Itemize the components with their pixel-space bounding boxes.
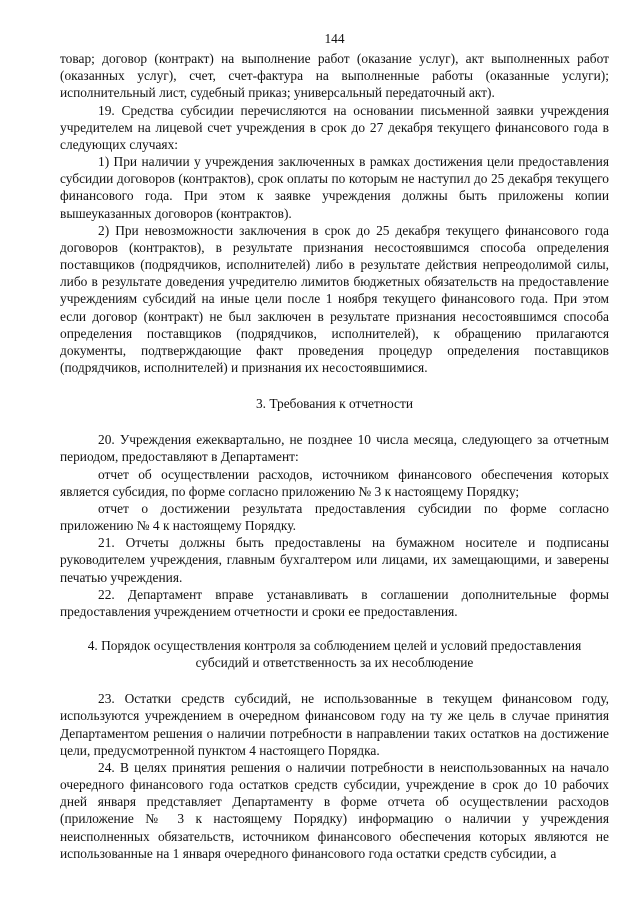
paragraph: 21. Отчеты должны быть предоставлены на бумажном носителе и подписаны руководителем учреждения, главным бухгалтером или лицами, их замещающими, и заверены печатью учреждения. [60,535,609,585]
page-number: 144 [324,31,345,46]
paragraph: товар; договор (контракт) на выполнение работ (оказание услуг), акт выполненных работ (оказанных услуг), счет, счет-фактура на выполненные работы (оказанные услуги); исполнительный лист, судебный приказ; универсальный передаточный акт). [60,51,609,101]
section-heading: 3. Требования к отчетности [255,396,414,412]
paragraph: 19. Средства субсидии перечисляются на основании письменной заявки учреждения учредителем на лицевой счет учреждения в срок до 27 декабря текущего финансового года в следующих случаях: [60,102,609,152]
section-spacer [60,620,609,637]
paragraph: 22. Департамент вправе устанавливать в соглашении дополнительные формы предоставления учреждением отчетности и сроки ее предоставления. [60,586,609,619]
paragraph: отчет об осуществлении расходов, источником финансового обеспечения которых является субсидия, по форме согласно приложению № 3 к настоящему Порядку; [60,466,609,499]
paragraph: 23. Остатки средств субсидий, не использованные в текущем финансовом году, используются учреждением в очередном финансовом году на ту же цель в случае принятия Департаментом решения о наличии потребности в направлении таких остатков на достижение цели, предусмотренной пунктом 4 настоящего Порядка. [60,691,609,758]
section-spacer [60,412,609,431]
paragraph: 1) При наличии у учреждения заключенных в рамках достижения цели предоставления субсидии договоров (контрактов), срок оплаты по которым не наступил до 25 декабря текущего финансового года. При этом к заявке учреждения должны быть приложены копии вышеуказанных договоров (контрактов). [60,154,609,221]
paragraph: 24. В целях принятия решения о наличии потребности в неиспользованных на начало очередного финансового года остатков средств субсидии, учреждение в срок до 10 рабочих дней января представляет Департаменту в форме отчета об осуществлении расходов (приложение № 3 к настоящему Порядку) информацию о наличии у учреждения неисполненных обязательств, источником финансового обеспечения которых являются не использованные на 1 января очередного финансового года остатки средств субсидии, а [60,759,609,861]
paragraph: 2) При невозможности заключения в срок до 25 декабря текущего финансового года договоров (контрактов), в результате признания несостоявшимся способа определения поставщиков (подрядчиков, исполнителей) либо в результате действия непреодолимой силы, либо в результате доведения учредителю лимитов бюджетных обязательств на предоставление учреждениям субсидий на иные цели после 1 ноября текущего финансового года. При этом если договор (контракт) не был заключен в результате признания несостоявшимся способа определения поставщиков (подрядчиков, исполнителей), к обращению прилагаются документы, подтверждающие факт проведения процедур определения поставщиков (подрядчиков, исполнителей) и признания их несостоявшимися. [60,222,609,375]
document-body [60,50,609,862]
paragraph: 20. Учреждения ежеквартально, не позднее 10 числа месяца, следующего за отчетным периодом, предоставляют в Департамент: [60,432,609,465]
section-heading: 4. Порядок осуществления контроля за соблюдением целей и условий предоставления субсидий и ответственность за их несоблюдение [87,638,582,671]
section-spacer [60,376,609,395]
paragraph: отчет о достижении результата предоставления субсидии по форме согласно приложению № 4 к настоящему Порядку. [60,500,609,534]
section-spacer [60,671,609,690]
